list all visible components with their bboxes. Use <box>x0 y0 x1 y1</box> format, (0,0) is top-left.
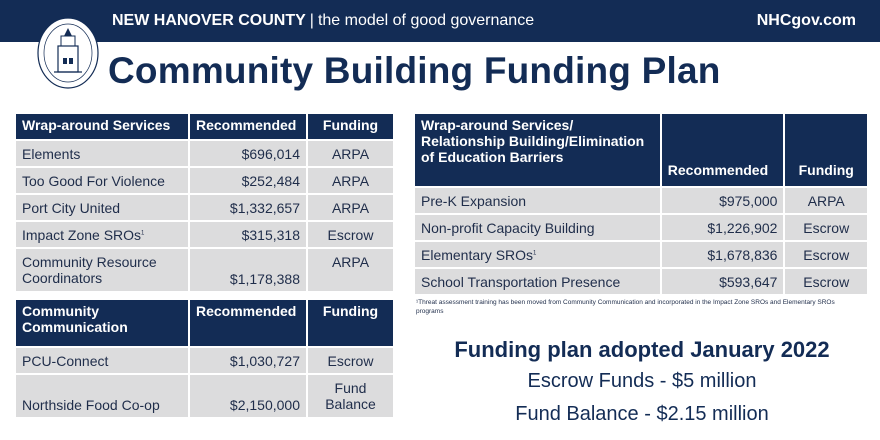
recommended-amount: $1,030,727 <box>190 348 306 373</box>
recommended-amount: $1,226,902 <box>662 215 784 240</box>
funding-source: ARPA <box>308 141 393 166</box>
county-seal-icon <box>36 16 100 90</box>
funding-source: Escrow <box>308 222 393 247</box>
header-county-line <box>112 12 534 30</box>
recommended-amount: $315,318 <box>190 222 306 247</box>
table-row <box>16 249 393 291</box>
column-header-funding: Funding <box>308 114 393 139</box>
header-bar <box>0 0 880 42</box>
service-name: Impact Zone SROs <box>22 226 142 243</box>
table-row <box>415 188 867 213</box>
funding-source: Escrow <box>308 348 393 373</box>
funding-source: ARPA <box>308 168 393 193</box>
table-header-row <box>16 300 393 346</box>
service-name: Pre-K Expansion <box>415 188 660 213</box>
funding-source: Escrow <box>785 215 867 240</box>
service-name: Northside Food Co-op <box>16 375 188 417</box>
recommended-amount: $1,178,388 <box>190 249 306 291</box>
table-row <box>415 269 867 294</box>
column-header-service: Wrap-around Services <box>16 114 188 139</box>
table-row <box>16 168 393 193</box>
column-header-funding: Funding <box>308 300 393 346</box>
recommended-amount: $252,484 <box>190 168 306 193</box>
header-separator: | <box>309 12 314 29</box>
funding-source: ARPA <box>308 249 393 291</box>
column-header-service: Wrap-around Services/ Relationship Building/Elimination of Education Barriers <box>415 114 660 186</box>
recommended-amount: $1,332,657 <box>190 195 306 220</box>
table-row <box>16 141 393 166</box>
page-title: Community Building Funding Plan <box>108 50 721 91</box>
service-name: Community Resource Coordinators <box>16 249 188 291</box>
table-header-row <box>16 114 393 139</box>
wrap-around-services-table <box>14 112 395 293</box>
service-name: Elements <box>16 141 188 166</box>
education-barriers-table <box>413 112 869 296</box>
column-header-recommended: Recommended <box>190 300 306 346</box>
funding-source: Escrow <box>785 242 867 267</box>
column-header-recommended: Recommended <box>662 114 784 186</box>
service-name-cell <box>16 222 188 247</box>
table-row <box>415 215 867 240</box>
column-header-service: Community Communication <box>16 300 188 346</box>
table-row <box>16 375 393 417</box>
table-row <box>16 348 393 373</box>
column-header-recommended: Recommended <box>190 114 306 139</box>
service-name: Too Good For Violence <box>16 168 188 193</box>
county-name: NEW HANOVER COUNTY <box>112 12 306 29</box>
table-row <box>16 195 393 220</box>
website-url[interactable]: NHCgov.com <box>756 12 856 29</box>
recommended-amount: $593,647 <box>662 269 784 294</box>
funding-source: Fund Balance <box>308 375 393 417</box>
escrow-funds-summary: Escrow Funds - $5 million <box>527 370 757 392</box>
recommended-amount: $2,150,000 <box>190 375 306 417</box>
recommended-amount: $696,014 <box>190 141 306 166</box>
funding-source: Escrow <box>785 269 867 294</box>
service-name: Non-profit Capacity Building <box>415 215 660 240</box>
county-tagline: the model of good governance <box>317 12 535 29</box>
footnote-marker: 1 <box>141 229 145 236</box>
recommended-amount: $1,678,836 <box>662 242 784 267</box>
recommended-amount: $975,000 <box>662 188 784 213</box>
footnote: ¹Threat assessment training has been moved from Community Communication and incorporated in the Impact Zone SROs and Elementary SROs programs <box>416 299 835 315</box>
funding-source: ARPA <box>785 188 867 213</box>
service-name: Elementary SROs <box>421 246 534 263</box>
service-name-cell <box>415 242 660 267</box>
service-name: School Transportation Presence <box>415 269 660 294</box>
table-row <box>16 222 393 247</box>
table-row <box>415 242 867 267</box>
adoption-heading: Funding plan adopted January 2022 <box>454 337 830 362</box>
service-name: Port City United <box>16 195 188 220</box>
community-communication-table <box>14 298 395 419</box>
fund-balance-summary: Fund Balance - $2.15 million <box>515 403 769 425</box>
table-header-row <box>415 114 867 186</box>
footnote-marker: 1 <box>533 249 537 256</box>
column-header-funding: Funding <box>785 114 867 186</box>
service-name: PCU-Connect <box>16 348 188 373</box>
funding-source: ARPA <box>308 195 393 220</box>
